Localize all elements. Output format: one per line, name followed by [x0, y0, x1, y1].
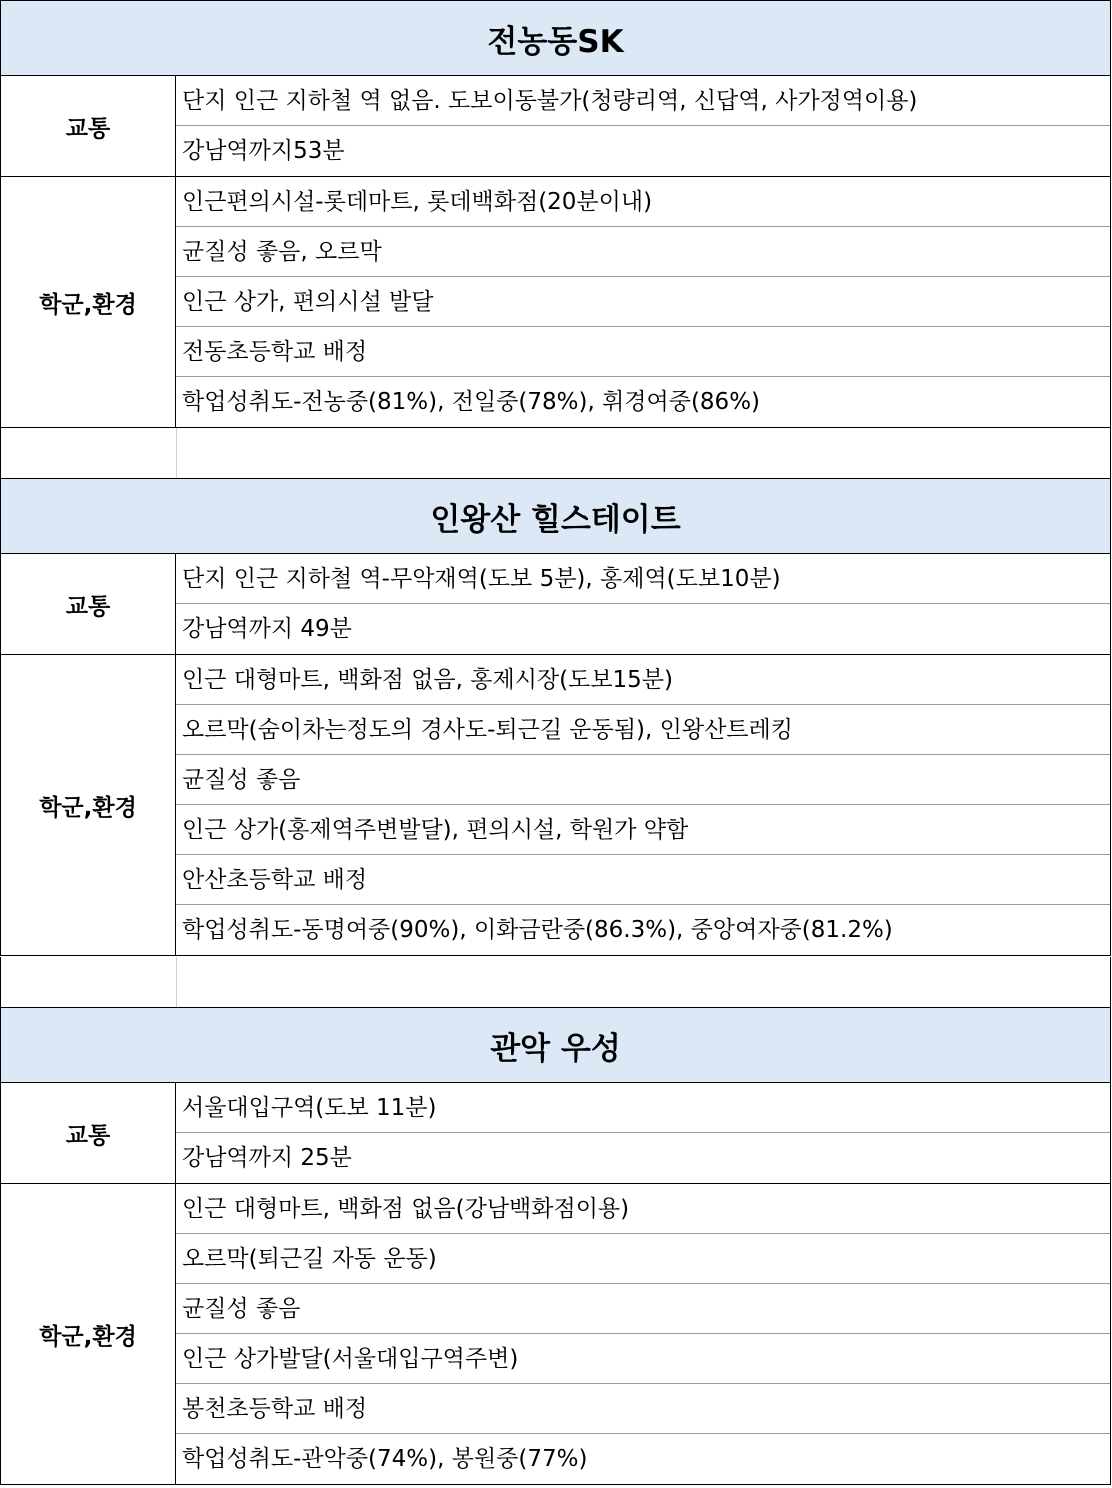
list-item[interactable]: 학업성취도-동명여중(90%), 이화금란중(86.3%), 중앙여자중(81.2%)	[182, 917, 893, 943]
empty-row[interactable]	[0, 428, 1111, 478]
list-item[interactable]: 서울대입구역(도보 11분)	[176, 1083, 1110, 1133]
list-item[interactable]: 인근 대형마트, 백화점 없음(강남백화점이용)	[176, 1184, 1110, 1234]
list-item[interactable]: 학업성취도-관악중(74%), 봉원중(77%)	[182, 1446, 588, 1472]
category-label[interactable]: 교통	[1, 76, 176, 176]
list-item[interactable]: 인근 대형마트, 백화점 없음, 홍제시장(도보15분)	[176, 655, 1110, 705]
list-item[interactable]: 인근편의시설-롯데마트, 롯데백화점(20분이내)	[176, 177, 1110, 227]
list-item[interactable]: 균질성 좋음, 오르막	[176, 227, 1110, 277]
item-list	[176, 1184, 1110, 1484]
list-item[interactable]: 오르막(숨이차는정도의 경사도-퇴근길 운동됨), 인왕산트레킹	[176, 705, 1110, 755]
gridline	[176, 428, 177, 478]
category-label[interactable]: 학군,환경	[1, 1184, 176, 1484]
list-item[interactable]: 인근 상가(홍제역주변발달), 편의시설, 학원가 약함	[176, 805, 1110, 855]
category-label[interactable]: 학군,환경	[1, 177, 176, 427]
section-inwangsan-hillstate	[0, 478, 1111, 956]
section-title[interactable]: 전농동SK	[1, 1, 1110, 76]
list-item[interactable]: 학업성취도-전농중(81%), 전일중(78%), 휘경여중(86%)	[182, 389, 761, 415]
list-item[interactable]: 단지 인근 지하철 역-무악재역(도보 5분), 홍제역(도보10분)	[176, 554, 1110, 604]
list-item[interactable]: 강남역까지 49분	[182, 616, 352, 642]
empty-row[interactable]	[0, 957, 1111, 1007]
group-transport	[1, 554, 1110, 655]
item-list	[176, 655, 1110, 955]
section-title[interactable]: 관악 우성	[1, 1008, 1110, 1083]
list-item[interactable]: 인근 상가발달(서울대입구역주변)	[176, 1334, 1110, 1384]
list-item[interactable]: 오르막(퇴근길 자동 운동)	[176, 1234, 1110, 1284]
list-item[interactable]: 인근 상가, 편의시설 발달	[176, 277, 1110, 327]
section-gwanak-woosung	[0, 1007, 1111, 1485]
list-item[interactable]: 단지 인근 지하철 역 없음. 도보이동불가(청량리역, 신답역, 사가정역이용)	[176, 76, 1110, 126]
list-item[interactable]: 균질성 좋음	[176, 755, 1110, 805]
group-transport	[1, 76, 1110, 177]
group-school-environment	[1, 1184, 1110, 1484]
section-title[interactable]: 인왕산 힐스테이트	[1, 479, 1110, 554]
list-item[interactable]: 안산초등학교 배정	[176, 855, 1110, 905]
item-list	[176, 177, 1110, 427]
gridline	[176, 957, 177, 1007]
category-label[interactable]: 교통	[1, 1083, 176, 1183]
group-transport	[1, 1083, 1110, 1184]
list-item[interactable]: 강남역까지53분	[182, 138, 345, 164]
list-item[interactable]: 균질성 좋음	[176, 1284, 1110, 1334]
list-item[interactable]: 봉천초등학교 배정	[176, 1384, 1110, 1434]
group-school-environment	[1, 177, 1110, 427]
item-list	[176, 76, 1110, 176]
category-label[interactable]: 학군,환경	[1, 655, 176, 955]
section-jeonnong-sk	[0, 0, 1111, 428]
group-school-environment	[1, 655, 1110, 955]
item-list	[176, 554, 1110, 654]
list-item[interactable]: 강남역까지 25분	[182, 1145, 352, 1171]
category-label[interactable]: 교통	[1, 554, 176, 654]
item-list	[176, 1083, 1110, 1183]
list-item[interactable]: 전동초등학교 배정	[176, 327, 1110, 377]
